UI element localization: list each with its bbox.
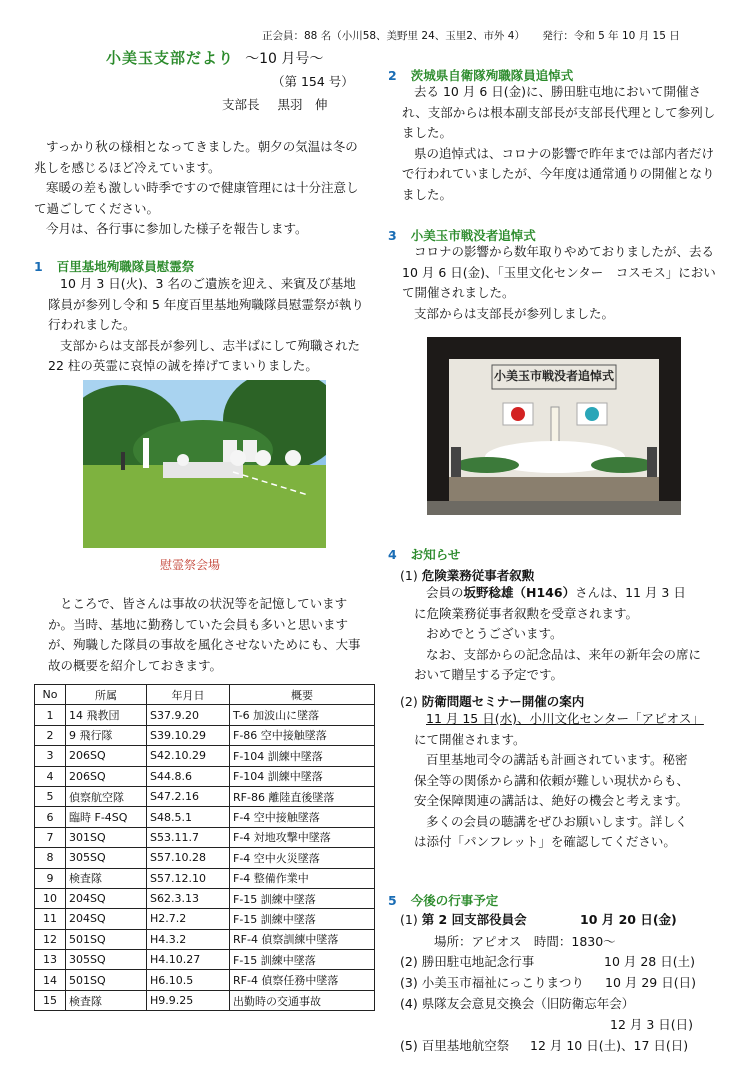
table-cell: 12 <box>35 929 66 949</box>
issue-date: 発行：令和 5 年 10 月 15 日 <box>542 30 680 42</box>
table-row <box>35 807 375 827</box>
event-detail: 場所：アピオス 時間：1830～ <box>434 934 616 949</box>
section-3-body <box>402 242 720 324</box>
body-para: 県の追悼式は、コロナの影響で昨年までは部内者だけで行われていましたが、今年度は通常通りの開催となりました。 <box>402 145 715 202</box>
body-para: コロナの影響から数年取りやめておりましたが、去る 10 月 6 日(金)、「玉里文化センター コスモス」において開催されました。 <box>402 244 716 300</box>
event-date: 12 月 3 日(日) <box>610 1017 694 1032</box>
newsletter-title: 小美玉支部だより <box>106 49 235 67</box>
table-row <box>35 746 375 766</box>
masthead-title <box>106 47 323 68</box>
accident-table-body <box>35 705 375 1011</box>
table-cell: F-86 空中接触墜落 <box>230 725 375 745</box>
table-cell: S47.2.16 <box>147 786 230 806</box>
table-cell: 8 <box>35 848 66 868</box>
table-row <box>35 909 375 929</box>
table-header: 概要 <box>230 685 375 705</box>
page-header <box>262 28 680 43</box>
intro <box>34 137 362 240</box>
table-row <box>35 888 375 908</box>
section-3-heading: 3 小美玉市戦没者追悼式 <box>388 228 536 243</box>
event-item: (3) 小美玉市福祉にっこりまつり <box>400 975 584 990</box>
table-cell: H2.7.2 <box>147 909 230 929</box>
table-cell: H4.3.2 <box>147 929 230 949</box>
table-cell: F-15 訓練中墜落 <box>230 950 375 970</box>
table-cell: 2 <box>35 725 66 745</box>
table-cell: T-6 加波山に墜落 <box>230 705 375 725</box>
table-cell: RF-4 偵察訓練中墜落 <box>230 929 375 949</box>
section-2-body <box>402 82 720 205</box>
membership-count: 正会員：88 名（小川58、美野里 24、玉里2、市外 4） <box>262 30 525 42</box>
event-date: 10 月 28 日(土) <box>604 954 695 969</box>
table-cell: 13 <box>35 950 66 970</box>
table-cell: 15 <box>35 990 66 1010</box>
section-1-heading: 1 百里基地殉職隊員慰霊祭 <box>34 259 195 274</box>
body-para: 10 月 3 日(火)、3 名のご遺族を迎え、来賓及び基地隊員が参列し令和 5 年度百里基地殉職隊員慰霊祭が執り行われました。 <box>48 276 364 332</box>
accident-table <box>34 684 375 1011</box>
table-row <box>35 950 375 970</box>
section-4-heading: 4 お知らせ <box>388 547 461 562</box>
newsletter-month: ～10 月号～ <box>245 51 324 67</box>
table-cell: 301SQ <box>66 827 147 847</box>
table-cell: 206SQ <box>66 746 147 766</box>
table-cell: F-4 空中接触墜落 <box>230 807 375 827</box>
recipient-name: 坂野稔雄（H146） <box>463 585 576 600</box>
table-row <box>35 827 375 847</box>
table-row <box>35 868 375 888</box>
table-row <box>35 786 375 806</box>
table-cell: 501SQ <box>66 970 147 990</box>
table-cell: F-15 訓練中墜落 <box>230 888 375 908</box>
section-2-heading: 2 茨城県自衛隊殉職隊員追悼式 <box>388 68 574 83</box>
table-row <box>35 705 375 725</box>
table-header: No <box>35 685 66 705</box>
table-cell: 臨時 F-4SQ <box>66 807 147 827</box>
author-name: 黒羽 伸 <box>277 97 328 112</box>
table-cell: H4.10.27 <box>147 950 230 970</box>
table-cell: F-4 整備作業中 <box>230 868 375 888</box>
table-header-row <box>35 685 375 705</box>
ceremony-photo <box>427 337 681 515</box>
event-item: (5) 百里基地航空祭 <box>400 1038 510 1053</box>
event-date: 12 月 10 日(土)、17 日(日) <box>530 1038 689 1053</box>
table-row <box>35 725 375 745</box>
table-cell: H6.10.5 <box>147 970 230 990</box>
table-cell: 14 <box>35 970 66 990</box>
table-cell: 305SQ <box>66 950 147 970</box>
table-cell: S57.12.10 <box>147 868 230 888</box>
table-cell: 204SQ <box>66 888 147 908</box>
event-date: 10 月 29 日(日) <box>605 975 696 990</box>
table-cell: 10 <box>35 888 66 908</box>
accident-intro: ところで、皆さんは事故の状況等を記憶していますか。当時、基地に勤務していた会員も多いと思いますが、殉職した隊員の事故を風化させないためにも、大事故の概要を紹介しておきます。 <box>48 596 361 673</box>
table-cell: 検査隊 <box>66 990 147 1010</box>
author-role: 支部長 <box>222 97 260 112</box>
table-cell: S62.3.13 <box>147 888 230 908</box>
table-cell: 検査隊 <box>66 868 147 888</box>
table-cell: 9 <box>35 868 66 888</box>
table-cell: 14 飛教団 <box>66 705 147 725</box>
table-cell: 305SQ <box>66 848 147 868</box>
table-cell: S48.5.1 <box>147 807 230 827</box>
body-para: 支部からは支部長が参列しました。 <box>414 305 615 321</box>
table-header: 所属 <box>66 685 147 705</box>
table-row <box>35 990 375 1010</box>
table-cell: 6 <box>35 807 66 827</box>
table-row <box>35 848 375 868</box>
memorial-photo <box>83 380 326 548</box>
table-cell: S53.11.7 <box>147 827 230 847</box>
table-cell: 11 <box>35 909 66 929</box>
table-cell: F-4 空中火災墜落 <box>230 848 375 868</box>
table-cell: 5 <box>35 786 66 806</box>
notice-1-title: (1) 危険業務従事者叙勲 <box>400 568 535 583</box>
table-cell: H9.9.25 <box>147 990 230 1010</box>
table-cell: S44.8.6 <box>147 766 230 786</box>
intro-para: 今月は、各行事に参加した様子を報告します。 <box>46 221 308 236</box>
issue-number: （第 154 号） <box>272 74 354 89</box>
table-cell: 偵察航空隊 <box>66 786 147 806</box>
notice-1-body: 会員の坂野稔雄（H146）さんは、11 月 3 日 に危険業務従事者叙勲を受章されます。 おめでとうございます。 なお、支部からの記念品は、来年の新年会の席に おいて贈呈する予定です。 <box>414 585 702 682</box>
notice-2-title: (2) 防衛問題セミナー開催の案内 <box>400 694 585 709</box>
table-cell: F-104 訓練中墜落 <box>230 746 375 766</box>
event-item: (1) 第 2 回支部役員会 <box>400 912 527 927</box>
table-row <box>35 929 375 949</box>
notice-2-body: 11 月 15 日(水)、小川文化センター「アピオス」 にて開催されます。 百里基地司令の講話も計画されています。秘密 保全等の関係から講和依頼が難しい現状からも、 安全保障関連の講話は、絶好の機会と考えます。 多くの会員の聴講をぜひお願いします。詳しく は添付「パンフレット」を確認してください。 <box>414 711 704 849</box>
section-5-heading: 5 今後の行事予定 <box>388 893 499 908</box>
table-cell: S37.9.20 <box>147 705 230 725</box>
table-cell: 4 <box>35 766 66 786</box>
table-cell: 1 <box>35 705 66 725</box>
table-cell: F-104 訓練中墜落 <box>230 766 375 786</box>
intro-para: すっかり秋の様相となってきました。朝夕の気温は冬の兆しを感じるほど冷えています。 <box>34 139 358 175</box>
table-cell: F-15 訓練中墜落 <box>230 909 375 929</box>
body-para: 支部からは支部長が参列し、志半ばにして殉職された 22 柱の英霊に哀悼の誠を捧げてまいりました。 <box>48 337 361 373</box>
table-cell: S57.10.28 <box>147 848 230 868</box>
table-cell: 出勤時の交通事故 <box>230 990 375 1010</box>
table-cell: S42.10.29 <box>147 746 230 766</box>
table-cell: RF-4 偵察任務中墜落 <box>230 970 375 990</box>
author-line <box>222 95 328 113</box>
table-cell: S39.10.29 <box>147 725 230 745</box>
table-row <box>35 766 375 786</box>
body-para: 去る 10 月 6 日(金)に、勝田駐屯地において開催され、支部からは根本副支部長が支部長代理として参列しました。 <box>402 84 716 140</box>
section-1-body <box>48 274 366 377</box>
event-date: 10 月 20 日(金) <box>580 912 677 927</box>
table-cell: 206SQ <box>66 766 147 786</box>
table-cell: RF-86 離陸直後墜落 <box>230 786 375 806</box>
table-cell: F-4 対地攻撃中墜落 <box>230 827 375 847</box>
intro-para: 寒暖の差も激しい時季ですので健康管理には十分注意して過ごしてください。 <box>34 180 359 216</box>
table-cell: 7 <box>35 827 66 847</box>
table-header: 年月日 <box>147 685 230 705</box>
event-item: (2) 勝田駐屯地記念行事 <box>400 954 535 969</box>
table-cell: 3 <box>35 746 66 766</box>
event-item: (4) 県隊友会意見交換会（旧防衛忘年会） <box>400 996 635 1011</box>
table-row <box>35 970 375 990</box>
table-cell: 204SQ <box>66 909 147 929</box>
photo-caption: 慰霊祭会場 <box>160 558 221 572</box>
ceremony-banner: 小美玉市戦没者追悼式 <box>493 369 614 383</box>
table-cell: 501SQ <box>66 929 147 949</box>
table-cell: 9 飛行隊 <box>66 725 147 745</box>
